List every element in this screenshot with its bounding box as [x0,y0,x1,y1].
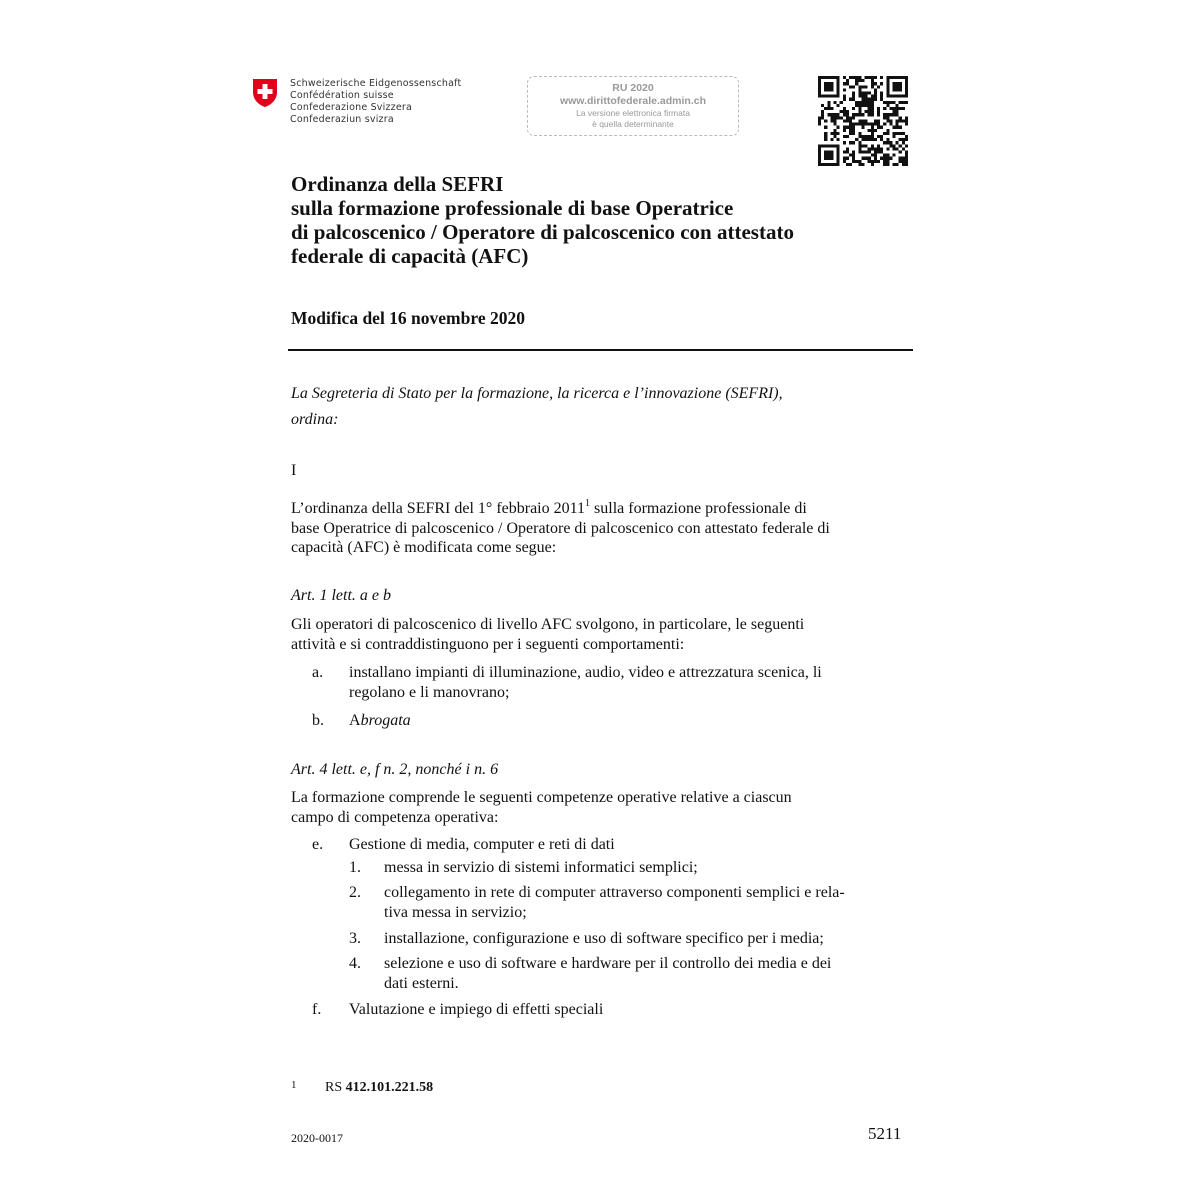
sublist-item: messa in servizio di sistemi informatici semplici; [384,859,698,876]
list-label: f. [312,1001,322,1018]
intro-paragraph [291,499,909,558]
title-divider [288,349,913,351]
list-item-a: installano impianti di illuminazione, audio, video e attrezzatura scenica, li regolano e li manovrano; [349,664,822,701]
official-compilation-stamp [527,76,739,136]
federal-name-de: Schweizerische Eidgenossenschaft [290,78,462,89]
sublist-label: 4. [349,955,361,972]
ru-year: RU 2020 [612,82,654,94]
footnote-ref[interactable]: 1 [585,497,591,509]
intro-line: L’ordinanza della SEFRI del 1° febbraio 2011$^1$ sulla formazione professionale di [291,497,807,517]
ru-note-1: La versione elettronica firmata [576,108,690,118]
preamble [291,381,911,433]
title-line: federale di capacità (AFC) [291,244,529,268]
sublist-label: 1. [349,859,361,876]
art1-heading: Art. 1 lett. a e b [291,587,391,604]
list-item-e: Gestione di media, computer e reti di dati [349,836,615,853]
swiss-cross-shield-icon [252,78,278,108]
section-numeral: I [291,462,297,479]
document-title [291,172,911,268]
list-label: e. [312,836,324,853]
art1-intro: Gli operatori di palcoscenico di livello AFC svolgono, in particolare, le seguenti attività e si contraddistinguono per i seguenti comportamenti: [291,616,805,653]
qr-code-icon [818,76,908,166]
footnote-number: 1 [291,1079,297,1091]
footnote-ref-number: 412.101.221.58 [345,1080,434,1095]
federal-name-it: Confederazione Svizzera [290,102,413,113]
art4-heading: Art. 4 lett. e, f n. 2, nonché i n. 6 [291,761,499,778]
ru-url[interactable]: www.dirittofederale.admin.ch [559,95,707,107]
preamble-line: La Segreteria di Stato per la formazione, la ricerca e l’innovazione (SEFRI), [291,385,783,402]
list-label: a. [312,664,324,681]
sublist-label: 2. [349,884,361,901]
footnote: 1 RS 412.101.221.58 [291,1079,434,1095]
preamble-line: ordina: [291,411,339,428]
amendment-date: Modifica del 16 novembre 2020 [291,308,525,328]
sublist-item: selezione e uso di software e hardware per il controllo dei media e dei dati esterni. [384,955,832,992]
federal-names [290,78,461,126]
page-number: 5211 [868,1124,902,1143]
title-line: di palcoscenico / Operatore di palcoscenico con attestato [291,220,794,244]
title-line: Ordinanza della SEFRI [291,172,504,196]
intro-line: capacità (AFC) è modificata come segue: [291,539,557,556]
sublist-label: 3. [349,930,361,947]
title-line: sulla formazione professionale di base Operatrice [291,196,734,220]
federal-name-rm: Confederaziun svizra [290,114,394,125]
list-item-b: Abrogata [349,712,411,729]
list-label: b. [312,712,324,729]
sublist-item: collegamento in rete di computer attraverso componenti semplici e rela- tiva messa in servizio; [384,884,845,921]
document-id: 2020-0017 [291,1131,343,1145]
intro-line: base Operatrice di palcoscenico / Operatore di palcoscenico con attestato federale di [291,519,830,537]
federal-name-fr: Confédération suisse [290,90,394,101]
sublist-item: installazione, configurazione e uso di software specifico per i media; [384,930,824,947]
ru-note-2: è quella determinante [592,119,674,129]
list-item-f: Valutazione e impiego di effetti speciali [349,1001,604,1018]
art4-intro: La formazione comprende le seguenti competenze operative relative a ciascun campo di competenza operativa: [291,789,792,826]
